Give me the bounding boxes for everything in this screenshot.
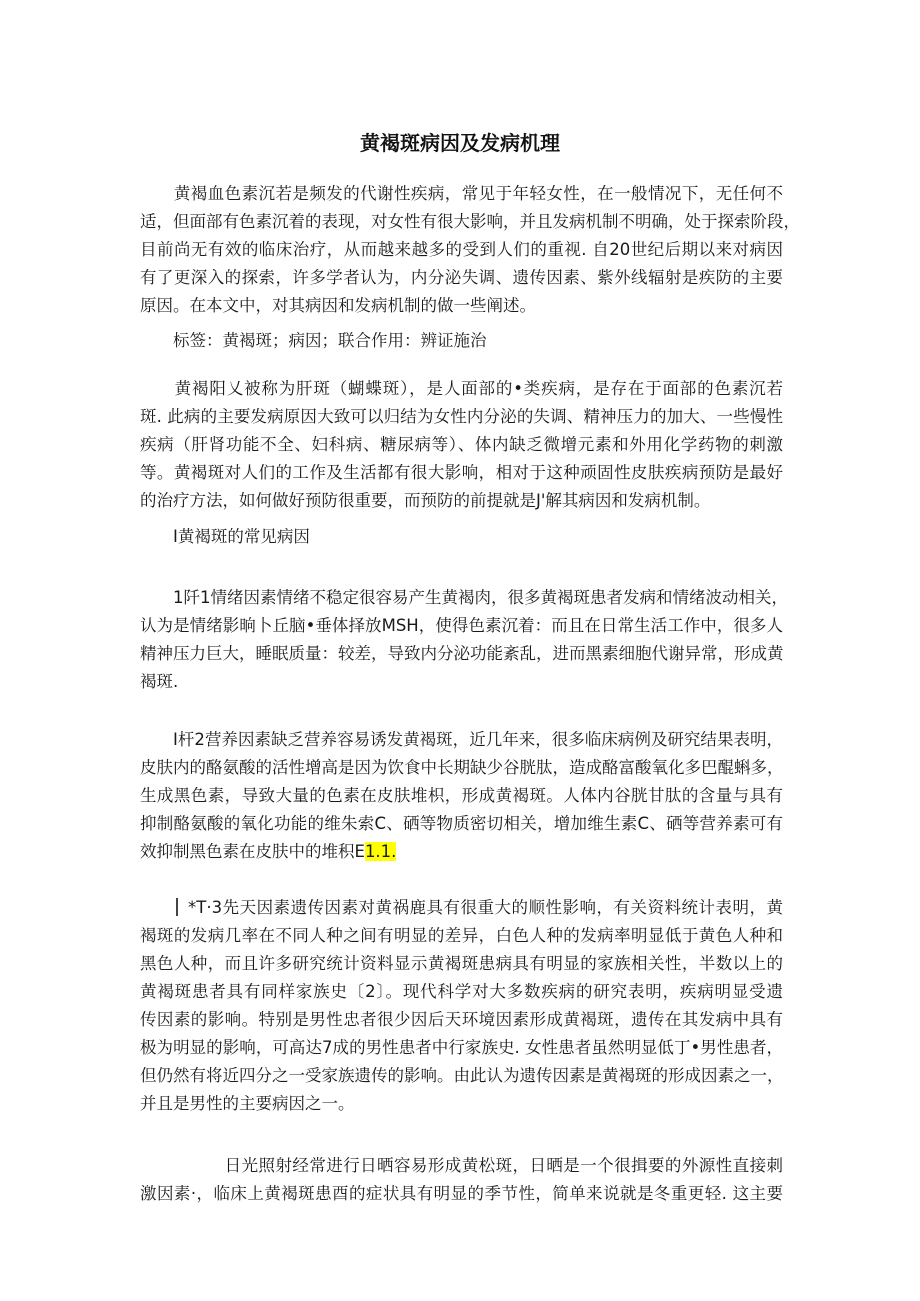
text-line: 传因素的影响。特别是男性忠者很少因后天环境因素形成黄褐斑，遗传在其发病中具有 bbox=[140, 1010, 783, 1029]
cause-genetic-paragraph bbox=[140, 894, 783, 1118]
text-line: 的治疗方法，如何做好预防很重要，而预防的前提就是J'解其病因和发病机制。 bbox=[140, 491, 711, 510]
text-line: 黄褐阳乂被称为肝斑（蝴蝶斑），是人面部的•类疾病，是存在于面部的色素沉若 bbox=[140, 379, 783, 398]
text-line: I杆2营养因素缺乏营养容易诱发黄褐斑，近几年来，很多临床病例及研究结果表明， bbox=[140, 730, 783, 749]
document-title: 黄褐斑病因及发病机理 bbox=[360, 131, 560, 155]
text-line: 抑制酪氨酸的氧化功能的维朱索C、硒等物质密切相关，增加维生素C、硒等营养素可有 bbox=[140, 814, 783, 833]
cause-nutrition-paragraph bbox=[140, 726, 783, 866]
text-line: 斑. 此病的主要发病原因大致可以归结为女性内分泌的失调、精神压力的加大、一些慢性 bbox=[140, 407, 783, 426]
section-heading bbox=[140, 523, 783, 551]
text-line: 目前尚无有效的临床治疗，从而越来越多的受到人们的重视. 自20世纪后期以来对病因 bbox=[140, 240, 783, 259]
text-line: 但仍然有将近四分之一受家族遗传的影响。由此认为遗传因素是黄褐斑的形成因素之一， bbox=[140, 1066, 784, 1085]
text-line: 适，但面部有色素沉着的表现，对女性有很大影响，并且发病机制不明确，处于探索阶段， bbox=[140, 212, 800, 231]
text-line: 1阡1情绪因素情绪不稳定很容易产生黄褐肉，很多黄褐斑患者发病和情绪波动相关， bbox=[140, 588, 788, 607]
intro-paragraph bbox=[140, 375, 783, 515]
highlighted-citation: 1.1. bbox=[364, 842, 397, 861]
text-line: 并且是男性的主要病因之一。 bbox=[140, 1094, 355, 1113]
text-line: 褐斑的发病几率在不同人种之间有明显的差异，白色人种的发病率明显低于黄色人种和 bbox=[140, 926, 783, 945]
text-line bbox=[140, 838, 783, 866]
text-line: 原因。在本文中，对其病因和发病机制的做一些阐述。 bbox=[140, 296, 536, 315]
text-line: 生成黑色素，导致大量的色素在皮肤堆枳，形成黄褐斑。人体内谷胱甘肽的含量与具有 bbox=[140, 786, 783, 805]
text-line: 认为是情绪影晌卜丘脑•垂体择放MSH，使得色素沉着：而且在日常生活工作中，很多人 bbox=[140, 616, 783, 635]
keywords bbox=[140, 327, 783, 355]
cause-emotion-paragraph bbox=[140, 584, 788, 696]
text-line: 皮肤内的酪氨酸的活性增高是因为饮食中长期缺少谷胱肽，造成酪富酸氧化多巴醌蝌多， bbox=[140, 758, 784, 777]
text-line: 极为明显的影响，可高达7成的男性患者中行家族史. 女性患者虽然明显低丁•男性患者， bbox=[140, 1038, 783, 1057]
keywords-line: 标签：黄褐斑；病因；联合作用：辨证施治 bbox=[140, 331, 487, 350]
text-line: 疾病（肝肾功能不全、妇科病、糖尿病等）、体内缺乏微增元素和外用化学药物的刺激 bbox=[140, 435, 783, 454]
text-span: *T·3先天因素遗传因素对黄祸鹿具有很重大的顺性影响，有关资料统计表明，黄 bbox=[188, 898, 783, 917]
text-line: 激因素·，临床上黄褐斑患酉的症状具有明显的季节性，简单来说就是冬重更轻. 这主要 bbox=[140, 1184, 783, 1203]
change-bar bbox=[176, 898, 178, 916]
text-line: 黑色人种，而且许多研究统计资料显示黄褐斑患病具有明显的家族相关性，半数以上的 bbox=[140, 954, 783, 973]
heading-line: I黄褐斑的常见病因 bbox=[140, 527, 310, 546]
text-line: 有了更深入的探索，许多学者认为，内分泌失调、遗传因素、紫外线辐射是疾防的主要 bbox=[140, 268, 783, 287]
text-line: 褐斑. bbox=[140, 672, 179, 691]
text-line: 黄褐斑患者具有同样家族史〔2〕。现代科学对大多数疾病的研究表明，疾病明显受遗 bbox=[140, 982, 783, 1001]
text-line bbox=[140, 894, 783, 922]
text-line: 精神压力巨大，睡眠质量：较差，导致内分泌功能紊乱，进而黑素细胞代谢异常，形成黄 bbox=[140, 644, 784, 663]
text-span: 效抑制黑色素在皮肤中的堆积E bbox=[140, 842, 365, 861]
text-line: 等。黄褐斑对人们的工作及生活都有很大影响，相对于这种顽固性皮肤疾病预防是最好 bbox=[140, 463, 783, 482]
text-line: 日光照射经常进行日晒容易形成黄松斑，日晒是一个很揖要的外源性直接刺 bbox=[140, 1156, 783, 1175]
cause-sunlight-paragraph bbox=[140, 1152, 783, 1208]
text-line: 黄褐血色素沉若是频发的代谢性疾病，常见于年轻女性，在一般情况下，无任何不 bbox=[140, 184, 783, 203]
abstract-paragraph bbox=[140, 180, 800, 320]
